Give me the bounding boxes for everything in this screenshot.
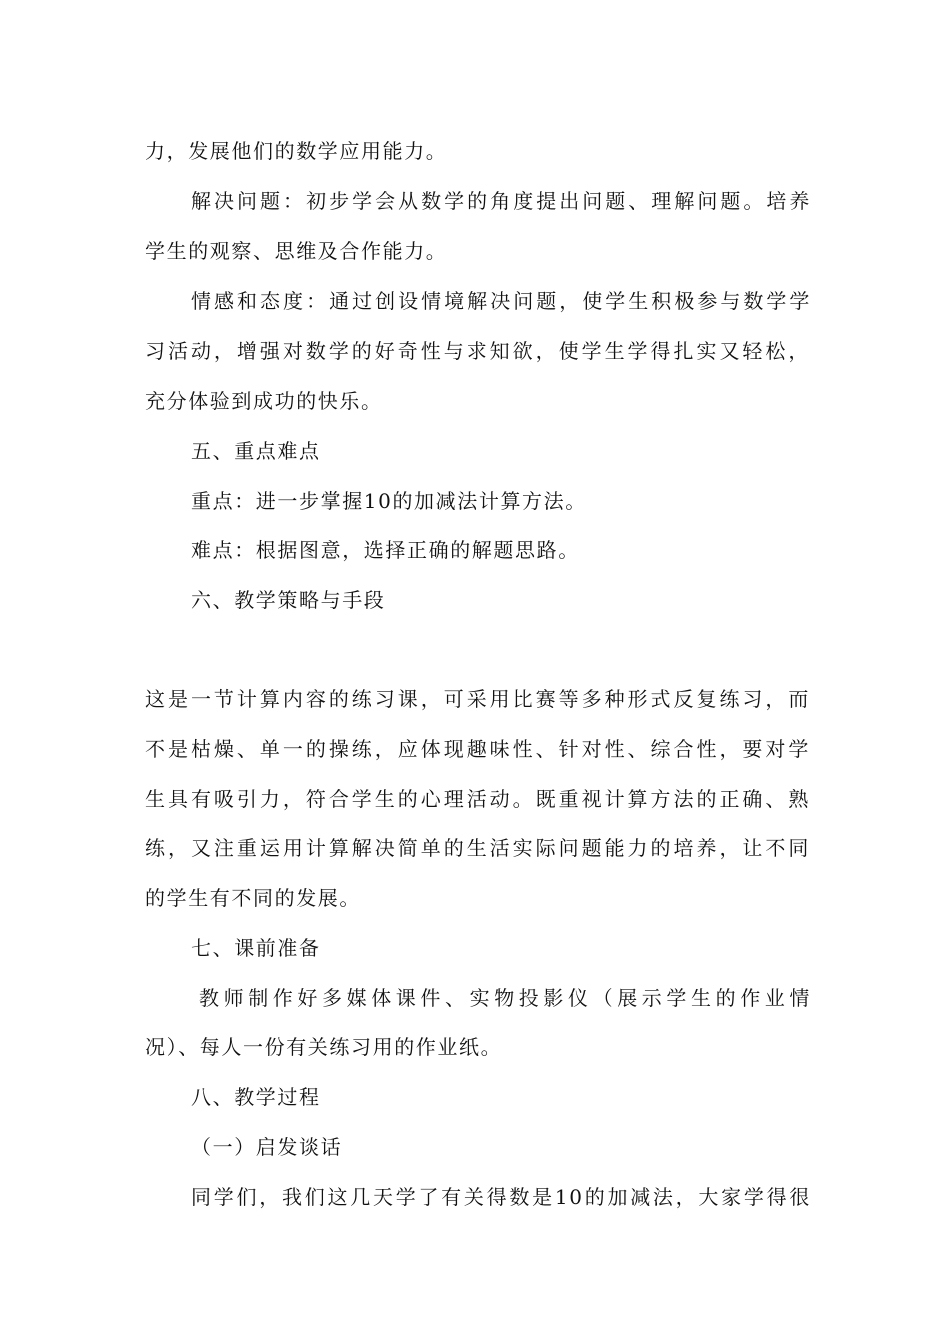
section-heading: 六、教学策略与手段 <box>191 588 386 612</box>
subsection-heading: （一）启发谈话 <box>191 1135 343 1159</box>
paragraph-line: 情感和态度：通过创设情境解决问题，使学生积极参与数学学 <box>191 289 811 313</box>
paragraph-line: 况）、每人一份有关练习用的作业纸。 <box>145 1035 503 1059</box>
paragraph-line: 重点：进一步掌握10的加减法计算方法。 <box>191 489 587 513</box>
section-heading: 七、课前准备 <box>191 936 321 960</box>
paragraph-line: 这是一节计算内容的练习课，可采用比赛等多种形式反复练习，而 <box>145 687 810 711</box>
paragraph-line: 难点：根据图意，选择正确的解题思路。 <box>191 538 580 562</box>
paragraph-line: 同学们，我们这几天学了有关得数是10的加减法，大家学得很 <box>191 1185 811 1209</box>
paragraph-line: 习活动，增强对数学的好奇性与求知欲，使学生学得扎实又轻松， <box>145 339 810 363</box>
section-heading: 八、教学过程 <box>191 1085 321 1109</box>
paragraph-line: 生具有吸引力，符合学生的心理活动。既重视计算方法的正确、熟 <box>145 787 810 811</box>
paragraph-line: 教师制作好多媒体课件、实物投影仪（展示学生的作业情 <box>199 986 811 1010</box>
paragraph-line: 不是枯燥、单一的操练，应体现趣味性、针对性、综合性，要对学 <box>145 737 810 761</box>
paragraph-line: 的学生有不同的发展。 <box>145 886 361 910</box>
section-heading: 五、重点难点 <box>191 439 321 463</box>
paragraph-line: 练，又注重运用计算解决简单的生活实际问题能力的培养，让不同 <box>145 836 810 860</box>
paragraph-line: 学生的观察、思维及合作能力。 <box>145 239 448 263</box>
paragraph-line: 充分体验到成功的快乐。 <box>145 389 383 413</box>
paragraph-line: 解决问题：初步学会从数学的角度提出问题、理解问题。培养 <box>191 189 811 213</box>
paragraph-line: 力，发展他们的数学应用能力。 <box>145 139 448 163</box>
